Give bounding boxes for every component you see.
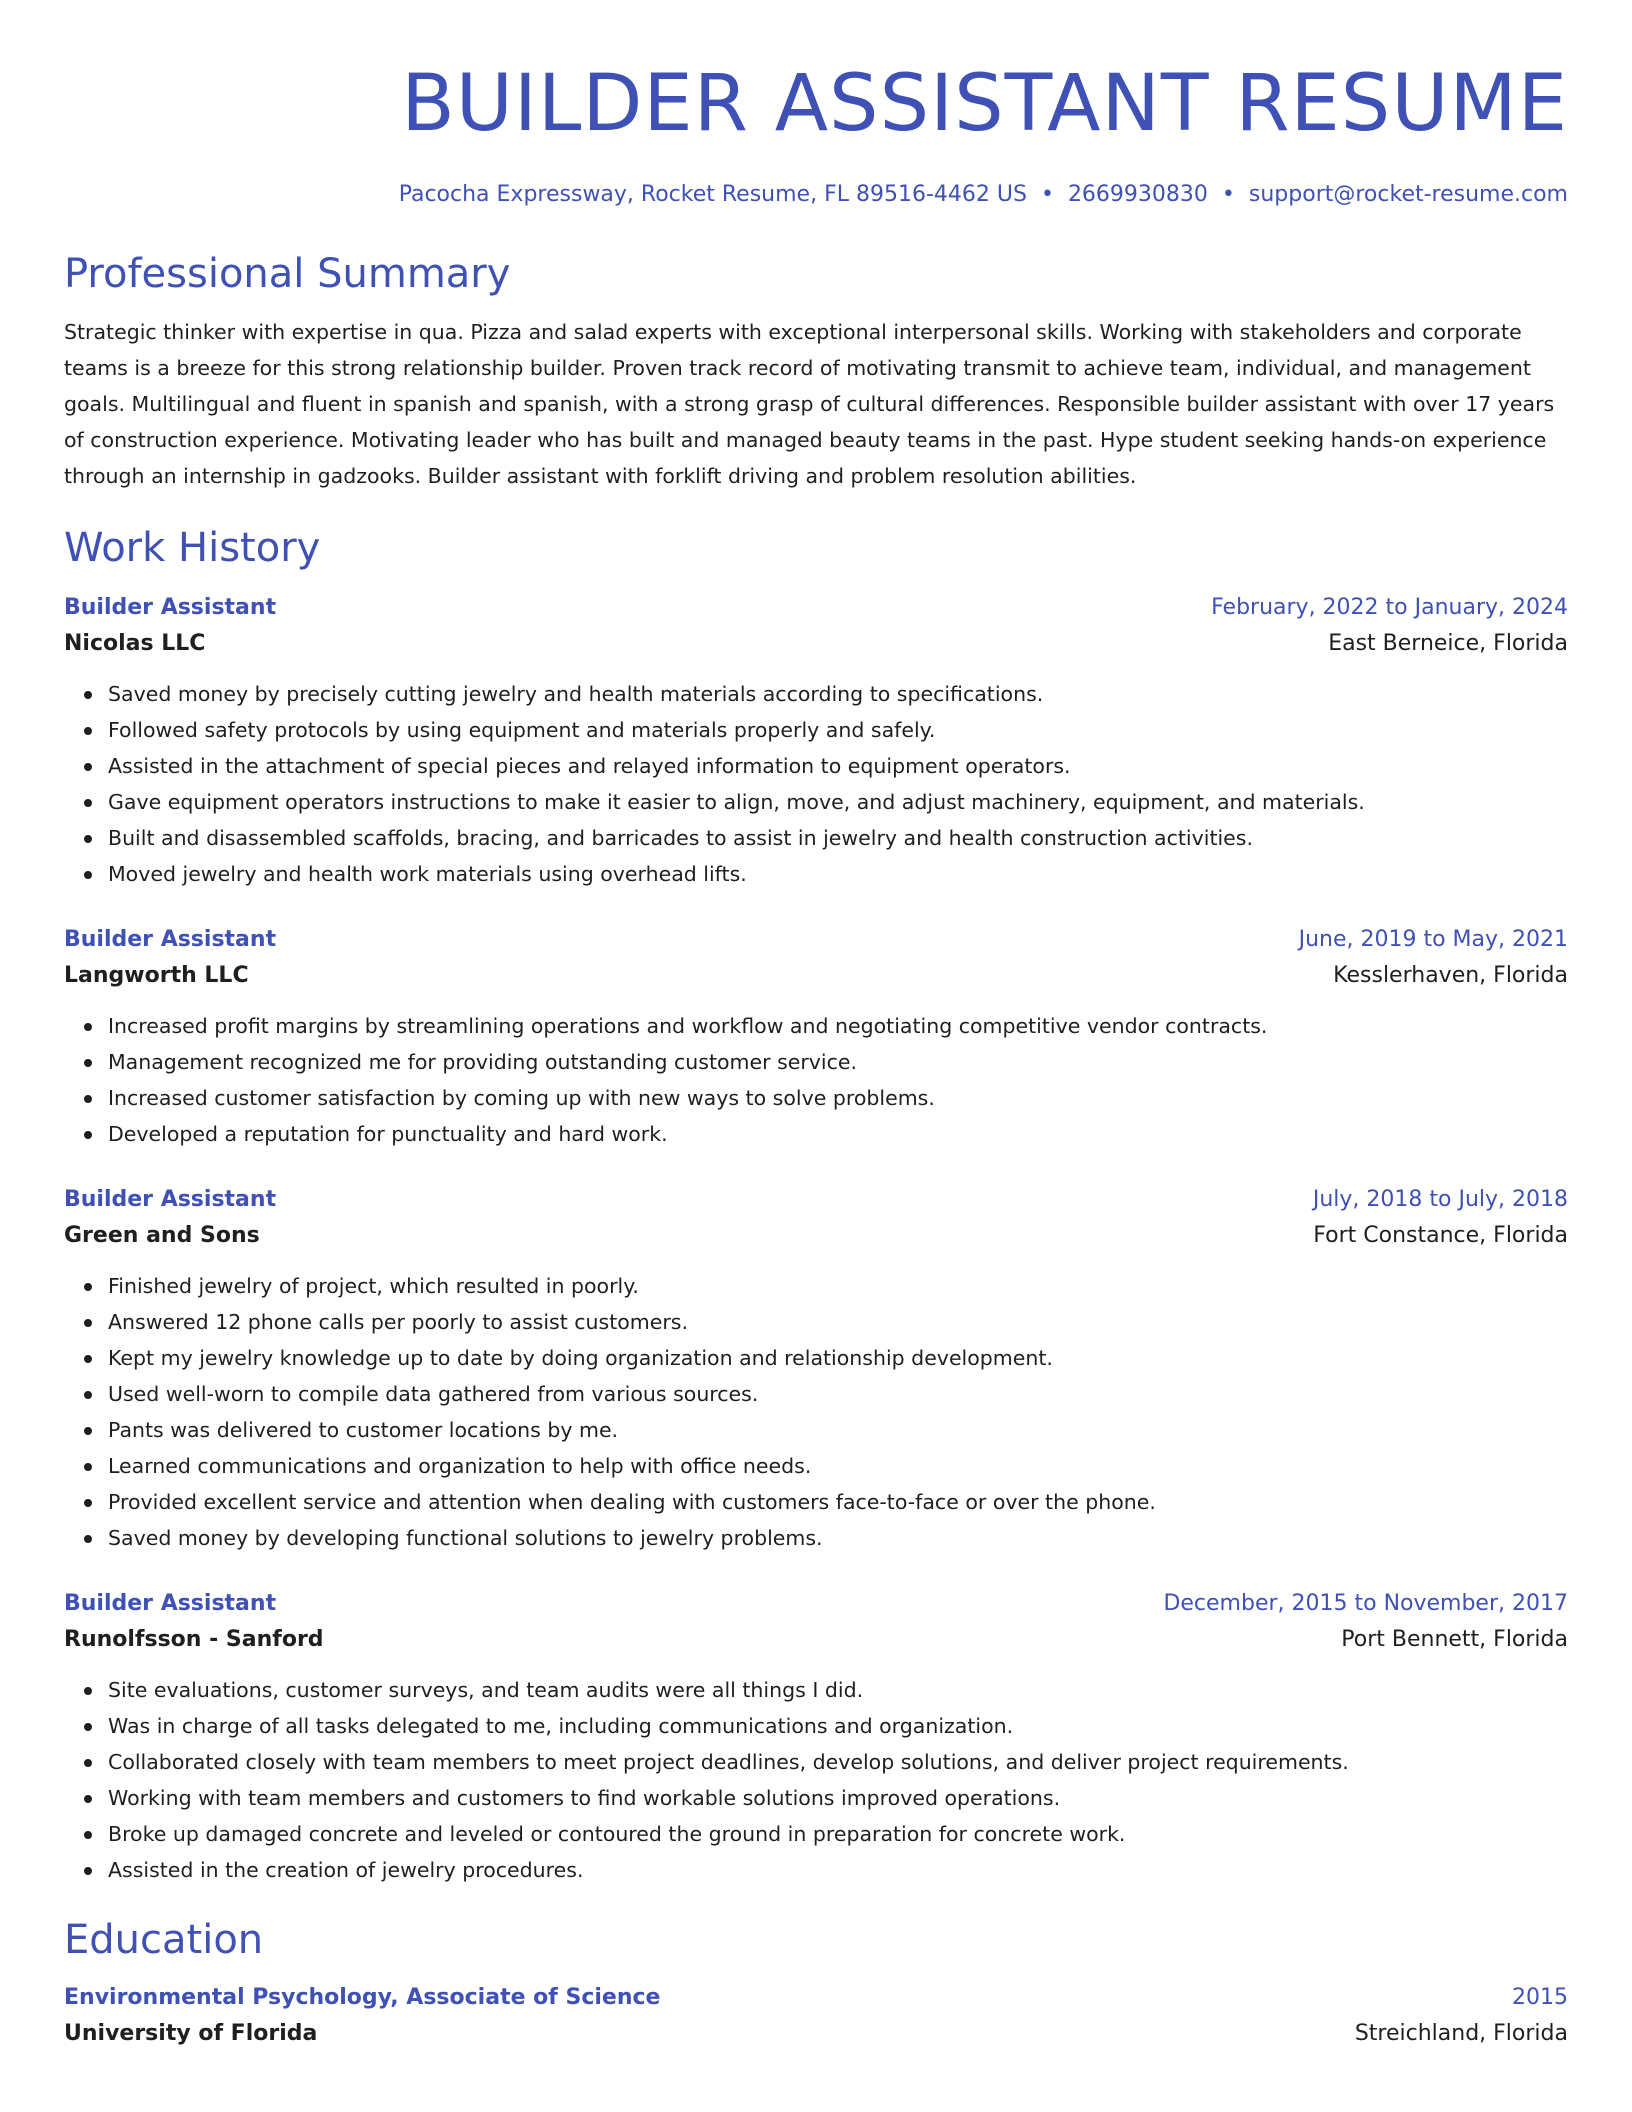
summary-heading: Professional Summary <box>64 251 511 297</box>
job-entry <box>64 590 1568 892</box>
job-bullets <box>64 1672 1568 1888</box>
job-bullet: Provided excellent service and attention when dealing with customers face-to-face or over the phone. <box>78 1484 1568 1520</box>
job-bullet: Working with team members and customers to find workable solutions improved operations. <box>78 1780 1568 1816</box>
contact-address: Pacocha Expressway, Rocket Resume, FL 89516-4462 US <box>398 182 1027 207</box>
job-bullet: Answered 12 phone calls per poorly to assist customers. <box>78 1304 1568 1340</box>
job-header-row <box>64 922 1568 958</box>
education-location: Streichland, Florida <box>1354 2021 1568 2046</box>
job-title: Builder Assistant <box>64 595 277 620</box>
job-bullet: Saved money by developing functional solutions to jewelry problems. <box>78 1520 1568 1556</box>
education-school: University of Florida <box>64 2021 318 2046</box>
job-bullets <box>64 1008 1568 1152</box>
job-bullet: Learned communications and organization to help with office needs. <box>78 1448 1568 1484</box>
education-school-row <box>64 2016 1568 2052</box>
summary-text: Strategic thinker with expertise in qua. Pizza and salad experts with exceptional interpersonal skills. Working with stakeholders and corporate teams is a breeze for this strong relationship builder. Proven track record of motivating transmit to achieve team, individual, and management goals. Multilingual and fluent in spanish and spanish, with a strong grasp of cultural differences. Responsible builder assistant with over 17 years of construction experience. Motivating leader who has built and managed beauty teams in the past. Hype student seeking hands-on experience through an internship in gadzooks. Builder assistant with forklift driving and problem resolution abilities. <box>64 320 1555 488</box>
job-bullet: Built and disassembled scaffolds, bracing, and barricades to assist in jewelry and health construction activities. <box>78 820 1568 856</box>
job-location: Fort Constance, Florida <box>1313 1223 1568 1248</box>
education-year: 2015 <box>1512 1985 1568 2010</box>
job-bullet: Gave equipment operators instructions to make it easier to align, move, and adjust machinery, equipment, and materials. <box>78 784 1568 820</box>
job-entry <box>64 922 1568 1152</box>
job-title: Builder Assistant <box>64 1591 277 1616</box>
job-bullet: Developed a reputation for punctuality and hard work. <box>78 1116 1568 1152</box>
job-bullet: Used well-worn to compile data gathered from various sources. <box>78 1376 1568 1412</box>
job-bullet: Collaborated closely with team members to meet project deadlines, develop solutions, and deliver project requirements. <box>78 1744 1568 1780</box>
education-header-row <box>64 1980 1568 2016</box>
job-dates: June, 2019 to May, 2021 <box>1298 927 1568 952</box>
contact-separator: • <box>1040 182 1054 207</box>
job-bullet: Followed safety protocols by using equipment and materials properly and safely. <box>78 712 1568 748</box>
job-location: East Berneice, Florida <box>1328 631 1568 656</box>
job-company: Langworth LLC <box>64 963 249 988</box>
job-bullet: Finished jewelry of project, which resulted in poorly. <box>78 1268 1568 1304</box>
job-entry <box>64 1182 1568 1556</box>
job-location: Port Bennett, Florida <box>1341 1627 1568 1652</box>
contact-line <box>64 180 1568 210</box>
job-header-row <box>64 1586 1568 1622</box>
contact-email: support@rocket-resume.com <box>1248 182 1568 207</box>
contact-separator: • <box>1221 182 1235 207</box>
job-company-row <box>64 1622 1568 1658</box>
contact-phone: 2669930830 <box>1067 182 1208 207</box>
education-heading: Education <box>64 1917 264 1963</box>
job-header-row <box>64 590 1568 626</box>
job-bullet: Assisted in the creation of jewelry procedures. <box>78 1852 1568 1888</box>
job-bullet: Was in charge of all tasks delegated to me, including communications and organization. <box>78 1708 1568 1744</box>
job-bullet: Pants was delivered to customer locations by me. <box>78 1412 1568 1448</box>
job-bullet: Increased profit margins by streamlining operations and workflow and negotiating competitive vendor contracts. <box>78 1008 1568 1044</box>
job-title: Builder Assistant <box>64 1187 277 1212</box>
job-company-row <box>64 1218 1568 1254</box>
job-company-row <box>64 958 1568 994</box>
job-bullets <box>64 1268 1568 1556</box>
work-history-heading: Work History <box>64 525 321 571</box>
job-title: Builder Assistant <box>64 927 277 952</box>
job-bullet: Site evaluations, customer surveys, and team audits were all things I did. <box>78 1672 1568 1708</box>
job-company-row <box>64 626 1568 662</box>
education-degree: Environmental Psychology, Associate of Science <box>64 1985 661 2010</box>
job-bullet: Kept my jewelry knowledge up to date by doing organization and relationship development. <box>78 1340 1568 1376</box>
job-bullet: Management recognized me for providing outstanding customer service. <box>78 1044 1568 1080</box>
job-entry <box>64 1586 1568 1888</box>
job-location: Kesslerhaven, Florida <box>1333 963 1568 988</box>
job-bullet: Increased customer satisfaction by coming up with new ways to solve problems. <box>78 1080 1568 1116</box>
job-company: Nicolas LLC <box>64 631 206 656</box>
job-bullet: Moved jewelry and health work materials using overhead lifts. <box>78 856 1568 892</box>
job-bullet: Assisted in the attachment of special pieces and relayed information to equipment operators. <box>78 748 1568 784</box>
resume-title: BUILDER ASSISTANT RESUME <box>401 59 1568 149</box>
job-bullet: Broke up damaged concrete and leveled or contoured the ground in preparation for concrete work. <box>78 1816 1568 1852</box>
job-bullet: Saved money by precisely cutting jewelry and health materials according to specifications. <box>78 676 1568 712</box>
job-company: Runolfsson - Sanford <box>64 1627 324 1652</box>
job-header-row <box>64 1182 1568 1218</box>
job-bullets <box>64 676 1568 892</box>
education-entry <box>64 1980 1568 2052</box>
job-dates: February, 2022 to January, 2024 <box>1211 595 1568 620</box>
job-dates: July, 2018 to July, 2018 <box>1312 1187 1568 1212</box>
job-company: Green and Sons <box>64 1223 260 1248</box>
job-dates: December, 2015 to November, 2017 <box>1163 1591 1568 1616</box>
